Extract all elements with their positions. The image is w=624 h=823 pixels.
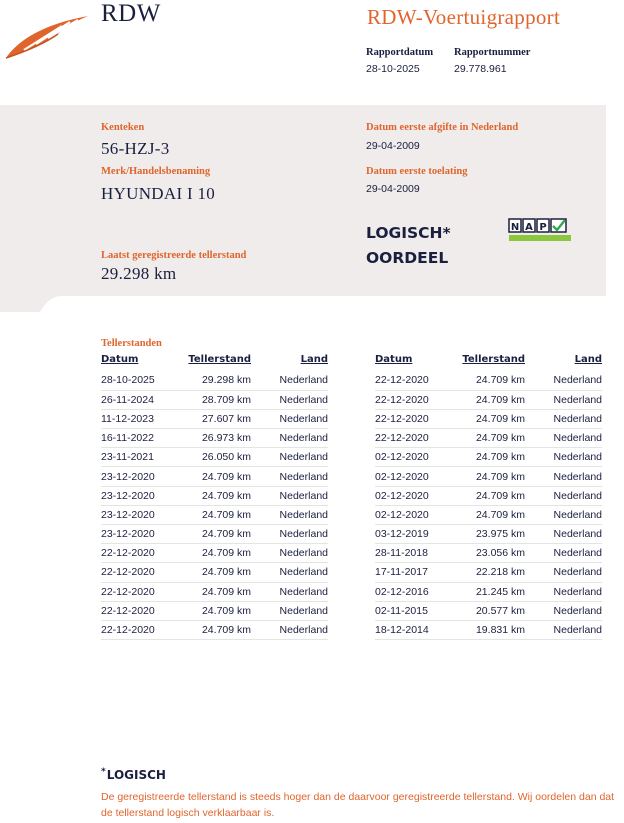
cell-date: 23-12-2020 [101, 525, 187, 544]
cell-country: Nederland [251, 486, 328, 505]
table-row [375, 409, 602, 428]
cell-date: 18-12-2014 [375, 620, 461, 639]
footnote-text: De geregistreerde tellerstand is steeds hoger dan de daarvoor geregistreerde tellerstand. Wij oordelen dan dat de tellerstand logisch verklaarbaar is. [101, 791, 615, 819]
cell-date: 23-12-2020 [101, 505, 187, 524]
cell-date: 03-12-2019 [375, 525, 461, 544]
cell-date: 02-12-2020 [375, 505, 461, 524]
table-row [101, 409, 328, 428]
table-header-row [375, 354, 602, 371]
cell-odometer: 24.709 km [187, 544, 251, 563]
first-issue-label: Datum eerste afgifte in Nederland [366, 122, 519, 133]
cell-odometer: 24.709 km [461, 467, 525, 486]
cell-odometer: 28.709 km [187, 390, 251, 409]
nap-letter-a: A [525, 222, 533, 233]
nap-letter-n: N [510, 222, 520, 233]
cell-country: Nederland [525, 582, 602, 601]
cell-date: 22-12-2020 [375, 409, 461, 428]
table-row [375, 505, 602, 524]
cell-odometer: 24.709 km [461, 448, 525, 467]
cell-country: Nederland [251, 505, 328, 524]
report-date: 28-10-2025 [366, 63, 420, 75]
col-country: Land [574, 354, 602, 365]
readings-table-right [375, 354, 602, 640]
cell-date: 23-12-2020 [101, 486, 187, 505]
cell-country: Nederland [251, 448, 328, 467]
cell-country: Nederland [525, 448, 602, 467]
plate-value: 56-HZJ-3 [101, 139, 170, 158]
cell-date: 02-12-2016 [375, 582, 461, 601]
table-row [101, 486, 328, 505]
cell-date: 22-12-2020 [101, 544, 187, 563]
first-issue-value: 29-04-2009 [366, 140, 420, 152]
table-row [101, 544, 328, 563]
readings-title: Tellerstanden [101, 338, 162, 349]
make-label: Merk/Handelsbenaming [101, 166, 211, 177]
cell-country: Nederland [251, 601, 328, 620]
cell-odometer: 24.709 km [461, 486, 525, 505]
vehicle-panel [0, 105, 606, 296]
table-row [375, 582, 602, 601]
table-row [375, 467, 602, 486]
panel-notch [0, 296, 606, 312]
table-row [101, 620, 328, 639]
cell-country: Nederland [525, 601, 602, 620]
cell-odometer: 21.245 km [461, 582, 525, 601]
readings-table-left [101, 354, 328, 640]
report-title: RDW-Voertuigrapport [367, 5, 561, 29]
col-date: Datum [101, 354, 139, 365]
cell-date: 02-12-2020 [375, 448, 461, 467]
table-row [101, 505, 328, 524]
table-row [101, 448, 328, 467]
cell-date: 22-12-2020 [101, 620, 187, 639]
cell-country: Nederland [251, 409, 328, 428]
col-country: Land [300, 354, 328, 365]
cell-country: Nederland [525, 486, 602, 505]
table-row [375, 525, 602, 544]
cell-odometer: 20.577 km [461, 601, 525, 620]
cell-date: 17-11-2017 [375, 563, 461, 582]
cell-date: 16-11-2022 [101, 429, 187, 448]
cell-country: Nederland [251, 544, 328, 563]
verdict-line-2: OORDEEL [366, 249, 449, 267]
table-row [101, 467, 328, 486]
cell-odometer: 19.831 km [461, 620, 525, 639]
cell-odometer: 24.709 km [187, 620, 251, 639]
cell-country: Nederland [251, 525, 328, 544]
table-row [101, 601, 328, 620]
table-row [375, 620, 602, 639]
cell-odometer: 24.709 km [187, 525, 251, 544]
cell-country: Nederland [525, 371, 602, 390]
cell-odometer: 23.056 km [461, 544, 525, 563]
table-row [375, 563, 602, 582]
cell-odometer: 24.709 km [461, 371, 525, 390]
table-row [375, 544, 602, 563]
rdw-logo [4, 14, 90, 60]
cell-date: 26-11-2024 [101, 390, 187, 409]
report-number: 29.778.961 [454, 63, 507, 75]
cell-country: Nederland [251, 390, 328, 409]
table-row [101, 582, 328, 601]
cell-odometer: 24.709 km [461, 429, 525, 448]
cell-date: 28-10-2025 [101, 371, 187, 390]
cell-odometer: 29.298 km [187, 371, 251, 390]
cell-country: Nederland [525, 467, 602, 486]
make-value: HYUNDAI I 10 [101, 184, 216, 203]
cell-country: Nederland [525, 525, 602, 544]
cell-odometer: 26.973 km [187, 429, 251, 448]
brand-name: RDW [101, 0, 161, 27]
verdict-line-1: LOGISCH* [366, 224, 451, 242]
table-row [375, 486, 602, 505]
cell-date: 22-12-2020 [375, 429, 461, 448]
cell-date: 22-12-2020 [101, 582, 187, 601]
cell-date: 11-12-2023 [101, 409, 187, 428]
cell-country: Nederland [251, 467, 328, 486]
odometer-label: Laatst geregistreerde tellerstand [101, 250, 247, 261]
cell-country: Nederland [525, 544, 602, 563]
cell-odometer: 22.218 km [461, 563, 525, 582]
cell-date: 28-11-2018 [375, 544, 461, 563]
cell-date: 02-11-2015 [375, 601, 461, 620]
cell-country: Nederland [525, 429, 602, 448]
cell-date: 23-11-2021 [101, 448, 187, 467]
cell-date: 02-12-2020 [375, 467, 461, 486]
table-header-row [101, 354, 328, 371]
first-admission-value: 29-04-2009 [366, 183, 420, 195]
cell-odometer: 24.709 km [187, 563, 251, 582]
cell-country: Nederland [525, 390, 602, 409]
first-admission-label: Datum eerste toelating [366, 166, 468, 177]
cell-country: Nederland [251, 620, 328, 639]
cell-date: 02-12-2020 [375, 486, 461, 505]
cell-odometer: 24.709 km [461, 505, 525, 524]
cell-date: 22-12-2020 [375, 390, 461, 409]
cell-country: Nederland [251, 563, 328, 582]
table-row [101, 429, 328, 448]
table-row [375, 371, 602, 390]
cell-odometer: 23.975 km [461, 525, 525, 544]
footnote-title [101, 767, 166, 782]
cell-country: Nederland [525, 563, 602, 582]
cell-odometer: 24.709 km [461, 409, 525, 428]
report-date-label: Rapportdatum [366, 47, 434, 58]
col-odometer: Tellerstand [462, 354, 525, 365]
footnote-title-text: LOGISCH [106, 768, 166, 782]
table-row [375, 601, 602, 620]
footnote-mark: * [101, 767, 106, 777]
cell-country: Nederland [525, 620, 602, 639]
cell-country: Nederland [525, 505, 602, 524]
report-number-label: Rapportnummer [454, 47, 531, 58]
table-row [101, 563, 328, 582]
nap-letter-p: P [539, 222, 547, 233]
table-row [375, 390, 602, 409]
cell-country: Nederland [251, 429, 328, 448]
table-row [375, 429, 602, 448]
verdict [366, 221, 451, 271]
cell-odometer: 27.607 km [187, 409, 251, 428]
col-date: Datum [375, 354, 413, 365]
cell-country: Nederland [251, 582, 328, 601]
table-row [101, 525, 328, 544]
table-row [101, 390, 328, 409]
cell-odometer: 24.709 km [187, 467, 251, 486]
odometer-value: 29.298 km [101, 264, 177, 283]
cell-date: 22-12-2020 [101, 601, 187, 620]
cell-country: Nederland [251, 371, 328, 390]
cell-odometer: 24.709 km [187, 582, 251, 601]
table-row [375, 448, 602, 467]
cell-odometer: 24.709 km [187, 505, 251, 524]
cell-date: 22-12-2020 [101, 563, 187, 582]
col-odometer: Tellerstand [188, 354, 251, 365]
table-row [101, 371, 328, 390]
cell-date: 22-12-2020 [375, 371, 461, 390]
cell-country: Nederland [525, 409, 602, 428]
cell-date: 23-12-2020 [101, 467, 187, 486]
cell-odometer: 24.709 km [187, 486, 251, 505]
nap-logo-icon [508, 217, 572, 243]
cell-odometer: 26.050 km [187, 448, 251, 467]
cell-odometer: 24.709 km [461, 390, 525, 409]
cell-odometer: 24.709 km [187, 601, 251, 620]
plate-label: Kenteken [101, 122, 145, 133]
